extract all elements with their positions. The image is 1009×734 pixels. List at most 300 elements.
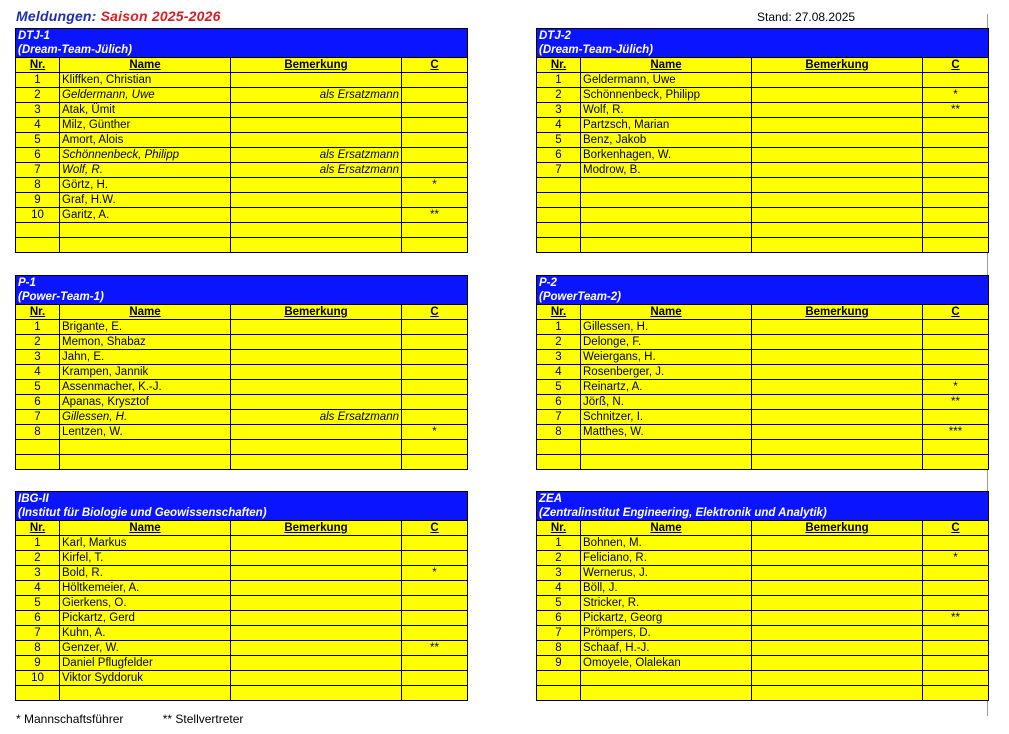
- cell-bem: als Ersatzmann: [231, 88, 402, 103]
- table-row: [16, 118, 468, 133]
- cell-bem: [752, 455, 923, 470]
- table-row: [16, 395, 468, 410]
- cell-bem: [231, 641, 402, 656]
- cell-c: [923, 671, 989, 686]
- cell-bem: als Ersatzmann: [231, 148, 402, 163]
- cell-name: Graf, H.W.: [60, 193, 231, 208]
- cell-name: [581, 208, 752, 223]
- cell-name: Wolf, R.: [60, 163, 231, 178]
- cell-nr: 8: [537, 641, 581, 656]
- team-fullname: (PowerTeam-2): [537, 290, 989, 305]
- cell-nr: 10: [16, 671, 60, 686]
- cell-name: Feliciano, R.: [581, 551, 752, 566]
- cell-nr: 6: [16, 611, 60, 626]
- column-header-c: C: [923, 521, 989, 536]
- column-header-bem: Bemerkung: [752, 58, 923, 73]
- team-fullname: (Power-Team-1): [16, 290, 468, 305]
- cell-name: Benz, Jakob: [581, 133, 752, 148]
- table-row: [537, 596, 989, 611]
- cell-name: Wolf, R.: [581, 103, 752, 118]
- table-row: [537, 641, 989, 656]
- cell-bem: [752, 596, 923, 611]
- cell-nr: 2: [16, 335, 60, 350]
- cell-nr: 9: [16, 656, 60, 671]
- cell-c: [923, 350, 989, 365]
- cell-bem: [231, 73, 402, 88]
- cell-bem: [231, 320, 402, 335]
- table-row: [537, 440, 989, 455]
- team-fullname: (Institut für Biologie und Geowissenschaften): [16, 506, 468, 521]
- cell-bem: [231, 671, 402, 686]
- cell-nr: 7: [537, 626, 581, 641]
- cell-name: Daniel Pflugfelder: [60, 656, 231, 671]
- table-row: [537, 611, 989, 626]
- cell-nr: 6: [537, 148, 581, 163]
- column-header-row: [16, 305, 468, 320]
- cell-name: Schönnenbeck, Philipp: [581, 88, 752, 103]
- cell-c: [923, 335, 989, 350]
- cell-c: *: [402, 425, 468, 440]
- cell-c: [402, 335, 468, 350]
- table-row: [537, 223, 989, 238]
- cell-name: [581, 238, 752, 253]
- column-header-nr: Nr.: [537, 521, 581, 536]
- cell-nr: 5: [537, 596, 581, 611]
- cell-nr: 5: [16, 133, 60, 148]
- cell-c: [402, 611, 468, 626]
- cell-bem: [752, 551, 923, 566]
- cell-bem: [752, 395, 923, 410]
- cell-nr: 2: [537, 335, 581, 350]
- cell-bem: [231, 208, 402, 223]
- cell-name: Bohnen, M.: [581, 536, 752, 551]
- team-table: [15, 28, 467, 253]
- cell-c: [402, 118, 468, 133]
- cell-nr: 4: [537, 581, 581, 596]
- cell-name: [581, 440, 752, 455]
- column-header-name: Name: [60, 521, 231, 536]
- table-row: [537, 335, 989, 350]
- cell-bem: [231, 223, 402, 238]
- cell-nr: [16, 455, 60, 470]
- cell-name: Atak, Ümit: [60, 103, 231, 118]
- table-row: [537, 350, 989, 365]
- cell-c: [402, 238, 468, 253]
- team-code-row: [16, 492, 468, 507]
- cell-c: [402, 380, 468, 395]
- table-row: [16, 551, 468, 566]
- cell-nr: [16, 686, 60, 701]
- cell-bem: [231, 118, 402, 133]
- cell-c: **: [923, 103, 989, 118]
- cell-name: [60, 223, 231, 238]
- cell-name: Delonge, F.: [581, 335, 752, 350]
- team-code: ZEA: [537, 492, 989, 507]
- cell-nr: 5: [537, 133, 581, 148]
- table-row: [16, 223, 468, 238]
- cell-bem: [752, 410, 923, 425]
- table-row: [537, 425, 989, 440]
- cell-c: [402, 440, 468, 455]
- table-row: [537, 536, 989, 551]
- cell-bem: [752, 335, 923, 350]
- column-header-nr: Nr.: [16, 521, 60, 536]
- column-header-name: Name: [581, 58, 752, 73]
- cell-c: [923, 536, 989, 551]
- table-row: [16, 536, 468, 551]
- cell-name: Gillessen, H.: [60, 410, 231, 425]
- cell-bem: [231, 611, 402, 626]
- column-header-c: C: [402, 305, 468, 320]
- table-row: [16, 163, 468, 178]
- cell-bem: [752, 238, 923, 253]
- cell-bem: [752, 656, 923, 671]
- cell-nr: [16, 238, 60, 253]
- team-table: [536, 491, 988, 701]
- table-row: [16, 455, 468, 470]
- column-header-name: Name: [60, 305, 231, 320]
- cell-name: Jörß, N.: [581, 395, 752, 410]
- cell-name: Jahn, E.: [60, 350, 231, 365]
- cell-c: [402, 581, 468, 596]
- cell-bem: [752, 88, 923, 103]
- cell-c: [923, 163, 989, 178]
- cell-bem: [752, 380, 923, 395]
- cell-bem: [752, 440, 923, 455]
- team-code: P-1: [16, 276, 468, 291]
- cell-c: **: [402, 208, 468, 223]
- cell-nr: 9: [16, 193, 60, 208]
- team-fullname-row: [537, 506, 989, 521]
- cell-bem: [231, 626, 402, 641]
- team-code: DTJ-1: [16, 29, 468, 44]
- cell-nr: 4: [537, 118, 581, 133]
- cell-name: Gierkens, O.: [60, 596, 231, 611]
- table-row: [16, 380, 468, 395]
- title-label: Meldungen:: [16, 8, 97, 24]
- cell-c: [402, 103, 468, 118]
- cell-bem: [752, 208, 923, 223]
- cell-c: [923, 178, 989, 193]
- cell-bem: [752, 163, 923, 178]
- cell-bem: [231, 335, 402, 350]
- cell-bem: [752, 193, 923, 208]
- cell-name: Milz, Günther: [60, 118, 231, 133]
- cell-nr: 5: [537, 380, 581, 395]
- cell-nr: 3: [537, 566, 581, 581]
- cell-c: [402, 73, 468, 88]
- cell-c: [402, 148, 468, 163]
- cell-nr: [537, 440, 581, 455]
- cell-c: *: [923, 551, 989, 566]
- cell-nr: 2: [16, 551, 60, 566]
- cell-nr: 3: [16, 103, 60, 118]
- cell-name: Schnitzer, I.: [581, 410, 752, 425]
- cell-nr: 7: [16, 626, 60, 641]
- cell-c: [923, 440, 989, 455]
- team-fullname-row: [537, 290, 989, 305]
- cell-bem: [752, 73, 923, 88]
- cell-nr: 8: [537, 425, 581, 440]
- team-table: [536, 275, 988, 470]
- cell-nr: 10: [16, 208, 60, 223]
- table-row: [16, 103, 468, 118]
- cell-c: [923, 223, 989, 238]
- table-row: [16, 73, 468, 88]
- cell-c: [923, 626, 989, 641]
- cell-name: Wernerus, J.: [581, 566, 752, 581]
- cell-name: Stricker, R.: [581, 596, 752, 611]
- column-header-row: [16, 58, 468, 73]
- cell-name: [581, 686, 752, 701]
- cell-c: [402, 671, 468, 686]
- table-row: [537, 671, 989, 686]
- table-row: [537, 163, 989, 178]
- cell-name: Apanas, Krysztof: [60, 395, 231, 410]
- legend-deputy: ** Stellvertreter: [162, 712, 244, 726]
- table-row: [16, 566, 468, 581]
- cell-bem: als Ersatzmann: [231, 410, 402, 425]
- cell-c: **: [923, 395, 989, 410]
- column-header-bem: Bemerkung: [752, 305, 923, 320]
- table-row: [537, 88, 989, 103]
- table-row: [537, 656, 989, 671]
- column-header-row: [16, 521, 468, 536]
- cell-c: [402, 133, 468, 148]
- cell-c: [402, 320, 468, 335]
- cell-name: Geldermann, Uwe: [60, 88, 231, 103]
- cell-bem: [752, 536, 923, 551]
- cell-c: [923, 118, 989, 133]
- cell-name: Geldermann, Uwe: [581, 73, 752, 88]
- cell-c: [402, 193, 468, 208]
- cell-c: *: [923, 88, 989, 103]
- team-code-row: [537, 276, 989, 291]
- cell-nr: 7: [16, 410, 60, 425]
- table-row: [537, 566, 989, 581]
- cell-nr: 7: [537, 410, 581, 425]
- table-row: [537, 686, 989, 701]
- team-fullname: (Zentralinstitut Engineering, Elektronik und Analytik): [537, 506, 989, 521]
- cell-name: [581, 223, 752, 238]
- team-table: [536, 28, 988, 253]
- team-code: P-2: [537, 276, 989, 291]
- column-header-c: C: [402, 58, 468, 73]
- cell-bem: [752, 320, 923, 335]
- cell-nr: [537, 671, 581, 686]
- cell-name: [581, 455, 752, 470]
- cell-bem: als Ersatzmann: [231, 163, 402, 178]
- cell-nr: 3: [537, 350, 581, 365]
- cell-name: Pickartz, Gerd: [60, 611, 231, 626]
- table-row: [537, 380, 989, 395]
- table-row: [537, 118, 989, 133]
- column-header-row: [537, 58, 989, 73]
- cell-c: [402, 686, 468, 701]
- table-row: [16, 686, 468, 701]
- team-fullname: (Dream-Team-Jülich): [16, 43, 468, 58]
- cell-c: [923, 656, 989, 671]
- cell-bem: [231, 566, 402, 581]
- table-row: [537, 133, 989, 148]
- cell-c: [923, 455, 989, 470]
- cell-nr: 1: [537, 73, 581, 88]
- cell-name: Matthes, W.: [581, 425, 752, 440]
- column-header-bem: Bemerkung: [231, 305, 402, 320]
- cell-name: Reinartz, A.: [581, 380, 752, 395]
- cell-name: [581, 671, 752, 686]
- legend: [16, 712, 279, 726]
- cell-nr: [537, 178, 581, 193]
- table-row: [16, 656, 468, 671]
- cell-c: [923, 320, 989, 335]
- table-row: [537, 178, 989, 193]
- cell-c: [402, 395, 468, 410]
- column-header-row: [537, 305, 989, 320]
- column-header-name: Name: [60, 58, 231, 73]
- table-row: [16, 626, 468, 641]
- cell-c: [923, 193, 989, 208]
- cell-name: Karl, Markus: [60, 536, 231, 551]
- table-row: [16, 88, 468, 103]
- cell-c: [923, 641, 989, 656]
- cell-bem: [231, 536, 402, 551]
- cell-c: [402, 88, 468, 103]
- table-row: [537, 193, 989, 208]
- cell-c: [923, 238, 989, 253]
- cell-nr: [16, 223, 60, 238]
- cell-nr: [537, 193, 581, 208]
- cell-bem: [231, 350, 402, 365]
- cell-c: [402, 551, 468, 566]
- table-row: [16, 178, 468, 193]
- column-header-name: Name: [581, 305, 752, 320]
- cell-nr: [537, 455, 581, 470]
- table-row: [16, 611, 468, 626]
- cell-nr: 1: [16, 320, 60, 335]
- cell-bem: [231, 365, 402, 380]
- cell-c: **: [402, 641, 468, 656]
- cell-nr: [16, 440, 60, 455]
- cell-nr: 6: [16, 395, 60, 410]
- cell-nr: [537, 238, 581, 253]
- cell-name: Lentzen, W.: [60, 425, 231, 440]
- table-row: [16, 440, 468, 455]
- cell-bem: [752, 148, 923, 163]
- team-code-row: [537, 492, 989, 507]
- team-code: IBG-II: [16, 492, 468, 507]
- table-row: [16, 350, 468, 365]
- cell-name: Schaaf, H.-J.: [581, 641, 752, 656]
- cell-name: [60, 686, 231, 701]
- table-row: [16, 641, 468, 656]
- column-header-nr: Nr.: [537, 305, 581, 320]
- cell-bem: [231, 596, 402, 611]
- cell-nr: 6: [16, 148, 60, 163]
- table-row: [537, 626, 989, 641]
- cell-c: [402, 455, 468, 470]
- cell-name: Amort, Alois: [60, 133, 231, 148]
- cell-bem: [231, 178, 402, 193]
- table-row: [537, 238, 989, 253]
- table-row: [537, 148, 989, 163]
- table-row: [16, 425, 468, 440]
- cell-name: Gillessen, H.: [581, 320, 752, 335]
- cell-bem: [752, 118, 923, 133]
- table-row: [537, 455, 989, 470]
- legend-captain: * Mannschaftsführer: [16, 712, 124, 726]
- column-header-nr: Nr.: [16, 305, 60, 320]
- cell-nr: 6: [537, 611, 581, 626]
- cell-c: [923, 581, 989, 596]
- cell-bem: [752, 626, 923, 641]
- cell-bem: [752, 178, 923, 193]
- cell-name: Krampen, Jannik: [60, 365, 231, 380]
- team-code-row: [537, 29, 989, 44]
- cell-bem: [231, 103, 402, 118]
- team-fullname-row: [537, 43, 989, 58]
- cell-c: [402, 656, 468, 671]
- column-header-c: C: [923, 58, 989, 73]
- team-table: [15, 275, 467, 470]
- table-row: [537, 395, 989, 410]
- cell-c: [402, 626, 468, 641]
- cell-nr: 1: [16, 536, 60, 551]
- cell-name: [581, 193, 752, 208]
- cell-c: [923, 410, 989, 425]
- table-row: [16, 320, 468, 335]
- cell-c: [402, 223, 468, 238]
- team-fullname-row: [16, 43, 468, 58]
- cell-name: Garitz, A.: [60, 208, 231, 223]
- table-row: [16, 133, 468, 148]
- cell-c: *: [402, 178, 468, 193]
- cell-name: Kirfel, T.: [60, 551, 231, 566]
- cell-nr: 6: [537, 395, 581, 410]
- table-row: [537, 73, 989, 88]
- team-code-row: [16, 276, 468, 291]
- cell-name: Görtz, H.: [60, 178, 231, 193]
- table-row: [16, 238, 468, 253]
- cell-bem: [231, 551, 402, 566]
- table-row: [16, 208, 468, 223]
- cell-c: [402, 163, 468, 178]
- cell-nr: 3: [16, 566, 60, 581]
- column-header-name: Name: [581, 521, 752, 536]
- column-header-nr: Nr.: [16, 58, 60, 73]
- cell-name: Weiergans, H.: [581, 350, 752, 365]
- team-fullname-row: [16, 506, 468, 521]
- cell-name: Böll, J.: [581, 581, 752, 596]
- page-title: [16, 8, 221, 24]
- team-fullname: (Dream-Team-Jülich): [537, 43, 989, 58]
- cell-nr: 7: [537, 163, 581, 178]
- cell-c: [402, 410, 468, 425]
- cell-name: Prömpers, D.: [581, 626, 752, 641]
- cell-c: [402, 350, 468, 365]
- cell-nr: 5: [16, 380, 60, 395]
- cell-nr: 4: [16, 365, 60, 380]
- cell-nr: 2: [537, 551, 581, 566]
- cell-bem: [752, 686, 923, 701]
- cell-c: [923, 208, 989, 223]
- cell-bem: [752, 641, 923, 656]
- cell-c: [402, 596, 468, 611]
- cell-c: [923, 148, 989, 163]
- table-row: [16, 365, 468, 380]
- cell-nr: 4: [16, 118, 60, 133]
- cell-bem: [231, 380, 402, 395]
